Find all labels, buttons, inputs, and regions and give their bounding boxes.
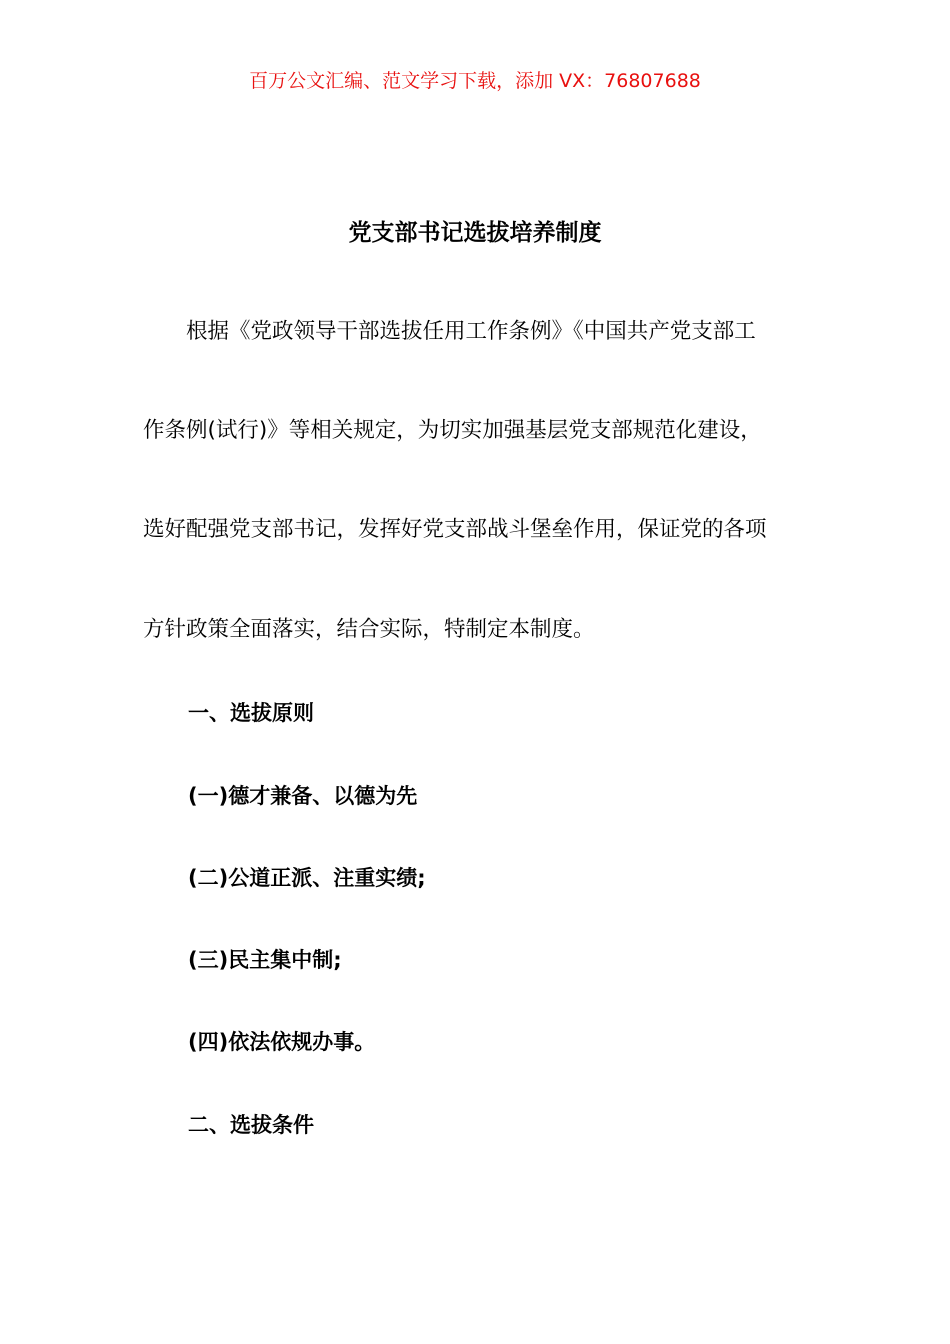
section-heading-selection-principles: 一、选拔原则 [188,701,314,725]
intro-line-3: 选好配强党支部书记，发挥好党支部战斗堡垒作用，保证党的各项 [143,517,767,542]
principle-item-2: (二)公道正派、注重实绩; [188,866,426,890]
intro-line-1: 根据《党政领导干部选拔任用工作条例》《中国共产党支部工 [143,319,756,344]
document-title: 党支部书记选拔培养制度 [348,220,602,246]
intro-line-2: 作条例(试行)》等相关规定，为切实加强基层党支部规范化建设， [143,418,762,443]
principle-item-3: (三)民主集中制; [188,948,342,972]
promo-banner: 百万公文汇编、范文学习下载，添加 VX：76807688 [249,70,701,92]
principle-item-4: (四)依法依规办事。 [188,1030,376,1054]
principle-item-1: (一)德才兼备、以德为先 [188,784,418,808]
intro-line-4: 方针政策全面落实，结合实际，特制定本制度。 [143,617,595,642]
section-heading-selection-criteria: 二、选拔条件 [188,1113,314,1137]
